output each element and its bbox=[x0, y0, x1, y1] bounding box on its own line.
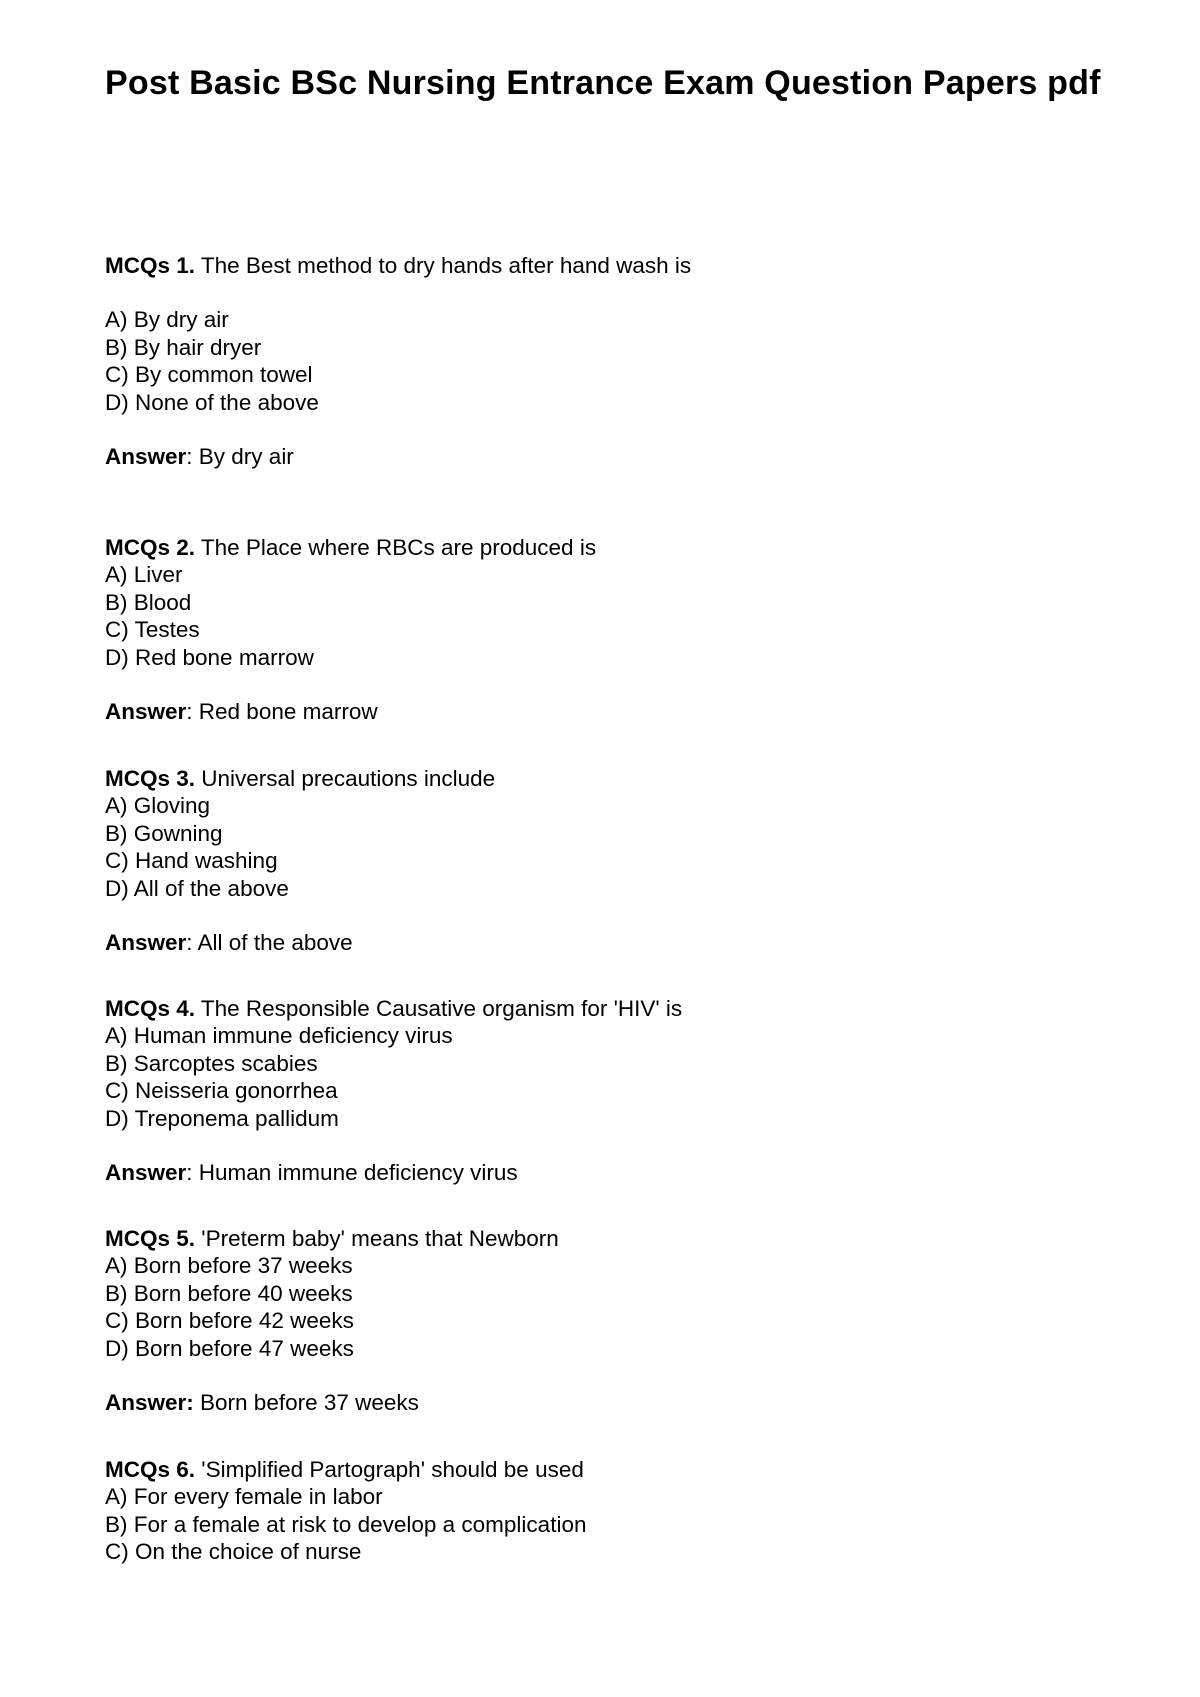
question-1-answer bbox=[105, 443, 1105, 470]
answer-label: Answer bbox=[105, 1160, 187, 1186]
question-2-option-c: C) Testes bbox=[105, 617, 200, 643]
question-5-option-a: A) Born before 37 weeks bbox=[105, 1253, 353, 1279]
question-5 bbox=[105, 1225, 1105, 1416]
question-5-option-b: B) Born before 40 weeks bbox=[105, 1280, 353, 1306]
question-4-option-a: A) Human immune deficiency virus bbox=[105, 1023, 453, 1049]
answer-label: Answer bbox=[105, 699, 187, 725]
question-5-option-c: C) Born before 42 weeks bbox=[105, 1308, 354, 1334]
question-5-stem bbox=[105, 1225, 1105, 1252]
question-3-label: MCQs 3. bbox=[105, 766, 196, 791]
page-title: Post Basic BSc Nursing Entrance Exam Question Papers pdf bbox=[105, 64, 1101, 102]
question-6 bbox=[105, 1456, 1105, 1566]
question-4-text: The Responsible Causative organism for 'HIV' is bbox=[195, 996, 683, 1021]
question-4-option-b: B) Sarcoptes scabies bbox=[105, 1050, 318, 1076]
question-3-option-b: B) Gowning bbox=[105, 820, 223, 846]
question-1-label: MCQs 1. bbox=[105, 253, 196, 278]
question-5-answer bbox=[105, 1389, 1105, 1416]
question-6-text: 'Simplified Partograph' should be used bbox=[195, 1457, 584, 1482]
question-3-text: Universal precautions include bbox=[195, 766, 496, 791]
question-3-option-c: C) Hand washing bbox=[105, 848, 278, 874]
question-2-option-a: A) Liver bbox=[105, 562, 183, 588]
question-2-option-d: D) Red bone marrow bbox=[105, 644, 314, 670]
question-1 bbox=[105, 252, 1105, 470]
question-6-option-a: A) For every female in labor bbox=[105, 1484, 383, 1510]
question-4-option-c: C) Neisseria gonorrhea bbox=[105, 1078, 338, 1104]
question-4-option-d: D) Treponema pallidum bbox=[105, 1105, 339, 1131]
answer-label: Answer: bbox=[105, 1390, 194, 1416]
answer-text: : Human immune deficiency virus bbox=[186, 1160, 518, 1186]
question-1-option-a: A) By dry air bbox=[105, 307, 229, 333]
answer-text: Born before 37 weeks bbox=[193, 1390, 419, 1416]
question-5-label: MCQs 5. bbox=[105, 1226, 196, 1251]
question-1-stem bbox=[105, 252, 1105, 279]
question-1-option-b: B) By hair dryer bbox=[105, 334, 262, 360]
question-3 bbox=[105, 765, 1105, 956]
question-4-label: MCQs 4. bbox=[105, 996, 196, 1021]
question-2-option-b: B) Blood bbox=[105, 589, 192, 615]
question-6-option-b: B) For a female at risk to develop a complication bbox=[105, 1511, 587, 1537]
question-6-option-c: C) On the choice of nurse bbox=[105, 1539, 362, 1565]
answer-label: Answer bbox=[105, 930, 187, 956]
question-2-text: The Place where RBCs are produced is bbox=[195, 535, 597, 560]
question-3-stem bbox=[105, 765, 1105, 792]
question-4 bbox=[105, 995, 1105, 1186]
question-6-label: MCQs 6. bbox=[105, 1457, 196, 1482]
answer-label: Answer bbox=[105, 444, 187, 470]
question-2-label: MCQs 2. bbox=[105, 535, 196, 560]
answer-text: : By dry air bbox=[186, 444, 294, 470]
question-2 bbox=[105, 534, 1105, 725]
question-5-option-d: D) Born before 47 weeks bbox=[105, 1335, 354, 1361]
question-4-stem bbox=[105, 995, 1105, 1022]
question-3-option-a: A) Gloving bbox=[105, 793, 211, 819]
question-3-answer bbox=[105, 929, 1105, 956]
question-1-text: The Best method to dry hands after hand wash is bbox=[195, 253, 692, 278]
question-5-text: 'Preterm baby' means that Newborn bbox=[195, 1226, 559, 1251]
question-2-stem bbox=[105, 534, 1105, 561]
question-6-stem bbox=[105, 1456, 1105, 1483]
question-3-option-d: D) All of the above bbox=[105, 875, 289, 901]
question-1-option-c: C) By common towel bbox=[105, 362, 313, 388]
answer-text: : Red bone marrow bbox=[186, 699, 378, 725]
question-2-answer bbox=[105, 698, 1105, 725]
question-1-option-d: D) None of the above bbox=[105, 389, 319, 415]
question-4-answer bbox=[105, 1159, 1105, 1186]
answer-text: : All of the above bbox=[186, 930, 353, 956]
